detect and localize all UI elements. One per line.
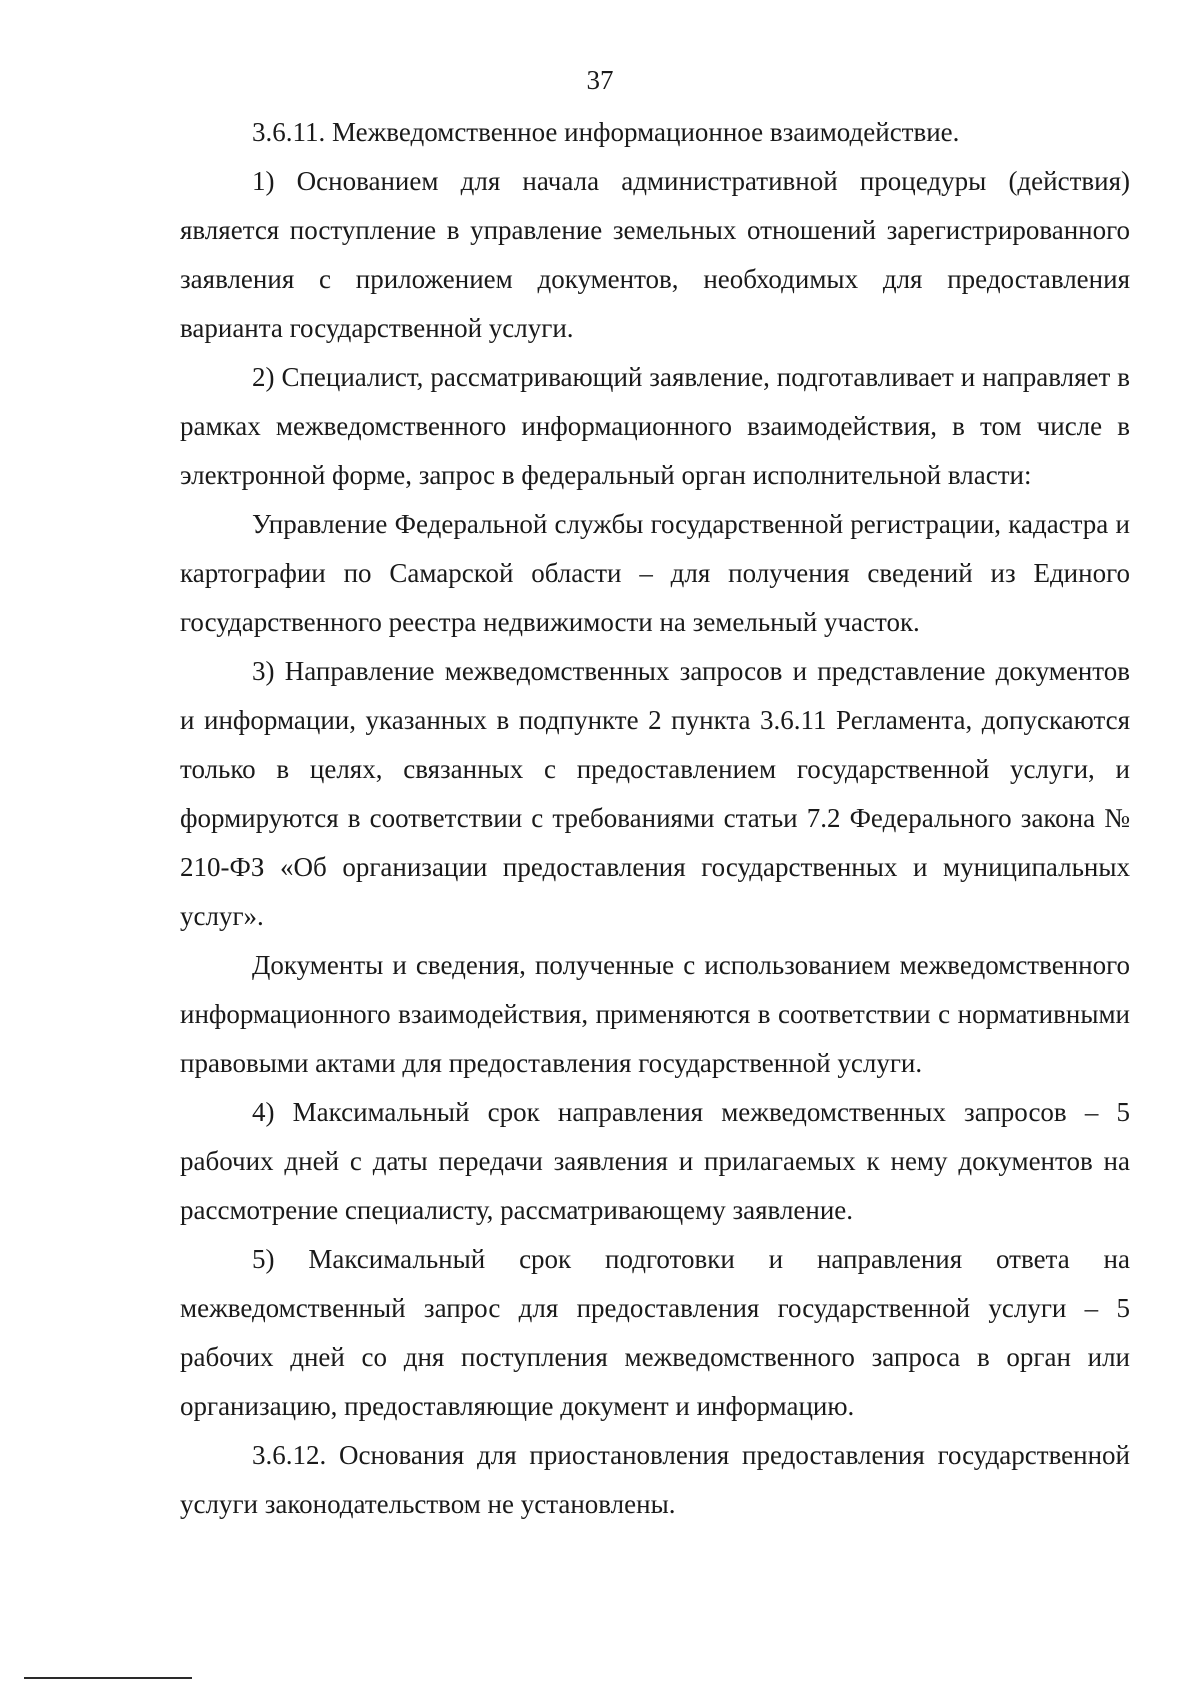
- paragraph-item-3: 3) Направление межведомственных запросов и представление документов и информации, указанных в подпункте 2 пункта 3.6.11 Регламента, допускаются только в целях, связанных с предоставлением государственной услуги, и формируются в соответствии с требованиями статьи 7.2 Федерального закона № 210-ФЗ «Об организации предоставления государственных и муниципальных услуг».: [180, 656, 1130, 931]
- paragraph-item-2: 2) Специалист, рассматривающий заявление, подготавливает и направляет в рамках межведомственного информационного взаимодействия, в том числе в электронной форме, запрос в федеральный орган исполнительной власти:: [180, 362, 1130, 490]
- paragraph-item-5: 5) Максимальный срок подготовки и направления ответа на межведомственный запрос для предоставления государственной услуги – 5 рабочих дней со дня поступления межведомственного запроса в орган или организацию, предоставляющие документ и информацию.: [180, 1244, 1130, 1421]
- paragraph-3-6-11-heading: 3.6.11. Межведомственное информационное взаимодействие.: [252, 117, 960, 147]
- paragraph-documents-info: Документы и сведения, полученные с использованием межведомственного информационного взаимодействия, применяются в соответствии с нормативными правовыми актами для предоставления государственной услуги.: [180, 950, 1130, 1078]
- footer-rule: [24, 1677, 192, 1679]
- paragraph-item-4: 4) Максимальный срок направления межведомственных запросов – 5 рабочих дней с даты передачи заявления и прилагаемых к нему документов на рассмотрение специалисту, рассматривающему заявление.: [180, 1097, 1130, 1225]
- paragraph-rosreestr: Управление Федеральной службы государственной регистрации, кадастра и картографии по Самарской области – для получения сведений из Единого государственного реестра недвижимости на земельный участок.: [180, 509, 1130, 637]
- paragraph-3-6-12: 3.6.12. Основания для приостановления предоставления государственной услуги законодательством не установлены.: [180, 1440, 1130, 1519]
- document-body: [180, 108, 1130, 1529]
- page-number: 37: [586, 65, 614, 95]
- paragraph-item-1: 1) Основанием для начала административной процедуры (действия) является поступление в управление земельных отношений зарегистрированного заявления с приложением документов, необходимых для предоставления варианта государственной услуги.: [180, 166, 1130, 343]
